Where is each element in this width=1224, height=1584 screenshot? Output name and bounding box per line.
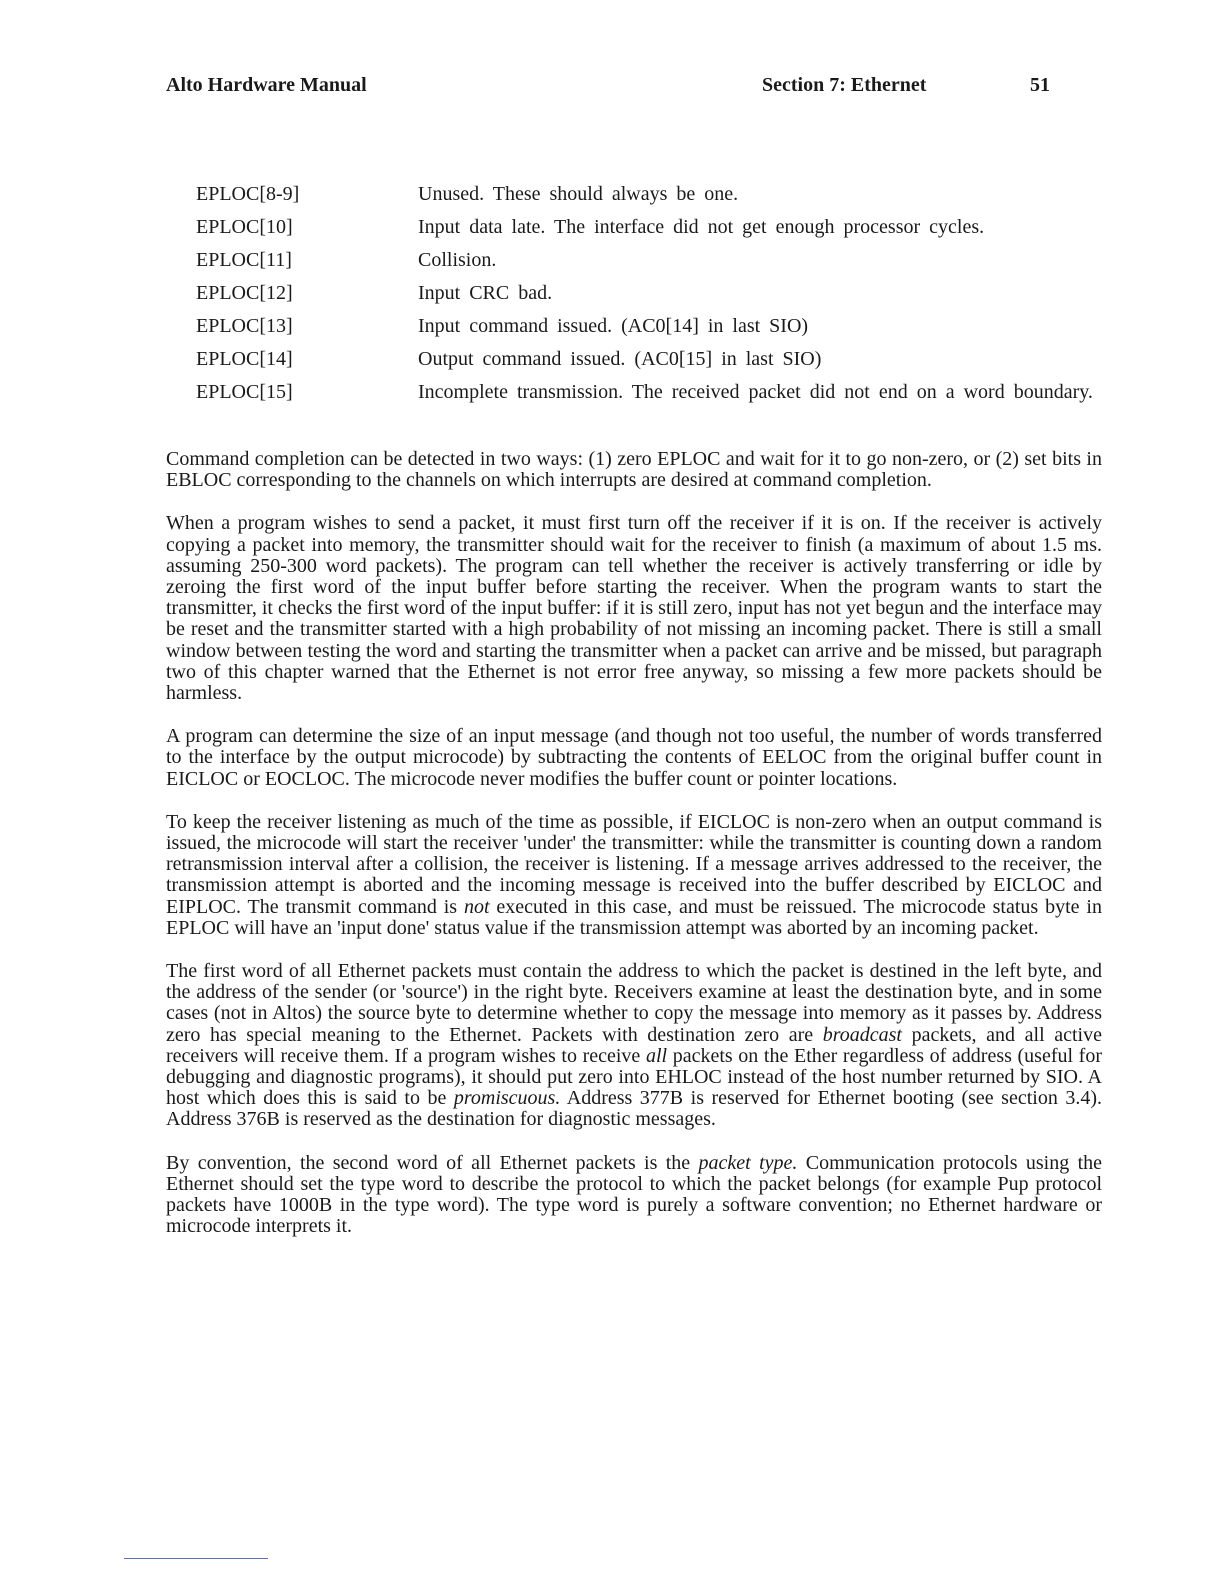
paragraph-packet-type: By convention, the second word of all Ethernet packets is the packet type. Communication protocols using the Ethernet should set the type word to describe the protocol to which the packet belongs (for example Pup protocol packets have 1000B in the type word). The type word is purely a software convention; no Ethernet hardware or microcode interprets it.	[166, 1151, 1103, 1238]
definition-description: Output command issued. (AC0[15] in last SIO)	[418, 348, 822, 370]
definition-row	[196, 316, 1102, 349]
emphasis-not: not	[463, 895, 490, 918]
definition-row	[196, 250, 1102, 283]
definition-description: Incomplete transmission. The received packet did not end on a word boundary.	[418, 381, 1093, 403]
eploc-definition-list	[196, 184, 1102, 434]
paragraph-command-completion: Command completion can be detected in two ways: (1) zero EPLOC and wait for it to go non-zero, or (2) set bits in EBLOC corresponding to the channels on which interrupts are desired at command completion.	[166, 448, 1102, 492]
definition-description: Input CRC bad.	[418, 282, 553, 304]
definition-term: EPLOC[10]	[196, 216, 293, 238]
definition-row	[196, 217, 1102, 250]
definition-description: Collision.	[418, 249, 497, 271]
definition-description: Unused. These should always be one.	[418, 183, 739, 205]
paragraph-message-size: A program can determine the size of an input message (and though not too useful, the number of words transferred to the interface by the output microcode) by subtracting the contents of EELOC from the original buffer count in EICLOC or EOCLOC. The microcode never modifies the buffer count or pointer locations.	[166, 725, 1102, 790]
emphasis-broadcast: broadcast	[822, 1023, 902, 1046]
emphasis-packet-type: packet type.	[698, 1151, 798, 1174]
section-title: Section 7: Ethernet	[762, 74, 927, 96]
definition-row	[196, 382, 1102, 434]
definition-row	[196, 184, 1102, 217]
definition-term: EPLOC[13]	[196, 315, 293, 337]
emphasis-all: all	[645, 1044, 668, 1067]
definition-row	[196, 349, 1102, 382]
definition-term: EPLOC[15]	[196, 381, 293, 403]
definition-row	[196, 283, 1102, 316]
manual-title: Alto Hardware Manual	[166, 74, 367, 96]
paragraph-packet-addressing: The first word of all Ethernet packets must contain the address to which the packet is destined in the left byte, and the address of the sender (or 'source') in the right byte. Receivers examine at least the destination byte, and in some cases (not in Altos) the source byte to determine whether to copy the message into memory as it passes by. Address zero has special meaning to the Ethernet. Packets with destination zero are broadcast packets, and all active receivers will receive them. If a program wishes to receive all packets on the Ether regardless of address (useful for debugging and diagnostic programs), it should put zero into EHLOC instead of the host number returned by SIO. A host which does this is said to be promiscuous. Address 377B is reserved for Ethernet booting (see section 3.4). Address 376B is reserved as the destination for diagnostic messages.	[166, 960, 1103, 1131]
paragraph-receiver-listening: To keep the receiver listening as much of the time as possible, if EICLOC is non-zero when an output command is issued, the microcode will start the receiver 'under' the transmitter: while the transmitter is counting down a random retransmission interval after a collision, the receiver is listening. If a message arrives addressed to the receiver, the transmission attempt is aborted and the incoming message is received into the buffer described by EICLOC and EIPLOC. The transmit command is not executed in this case, and must be reissued. The microcode status byte in EPLOC will have an 'input done' status value if the transmission attempt was aborted by an incoming packet.	[166, 810, 1102, 939]
definition-description: Input command issued. (AC0[14] in last SIO)	[418, 315, 809, 337]
footnote-rule	[124, 1558, 268, 1559]
page-header	[166, 74, 1050, 104]
definition-description: Input data late. The interface did not get enough processor cycles.	[418, 216, 985, 238]
definition-term: EPLOC[14]	[196, 348, 293, 370]
definition-term: EPLOC[11]	[196, 249, 292, 271]
definition-term: EPLOC[8-9]	[196, 183, 300, 205]
definition-term: EPLOC[12]	[196, 282, 293, 304]
body-text	[166, 449, 1102, 1260]
paragraph-sending-packet: When a program wishes to send a packet, it must first turn off the receiver if it is on. If the receiver is actively copying a packet into memory, the transmitter should wait for the receiver to finish (a maximum of about 1.5 ms. assuming 250-300 word packets). The program can tell whether the receiver is actively transferring or idle by zeroing the first word of the input buffer before starting the receiver. When the program wants to start the transmitter, it checks the first word of the input buffer: if it is still zero, input has not yet begun and the interface may be reset and the transmitter started with a high probability of not missing an incoming packet. There is still a small window between testing the word and starting the transmitter when a packet can arrive and be missed, but paragraph two of this chapter warned that the Ethernet is not error free anyway, so missing a few more packets should be harmless.	[166, 512, 1102, 705]
emphasis-promiscuous: promiscuous.	[453, 1087, 561, 1110]
page-number: 51	[1030, 74, 1050, 96]
